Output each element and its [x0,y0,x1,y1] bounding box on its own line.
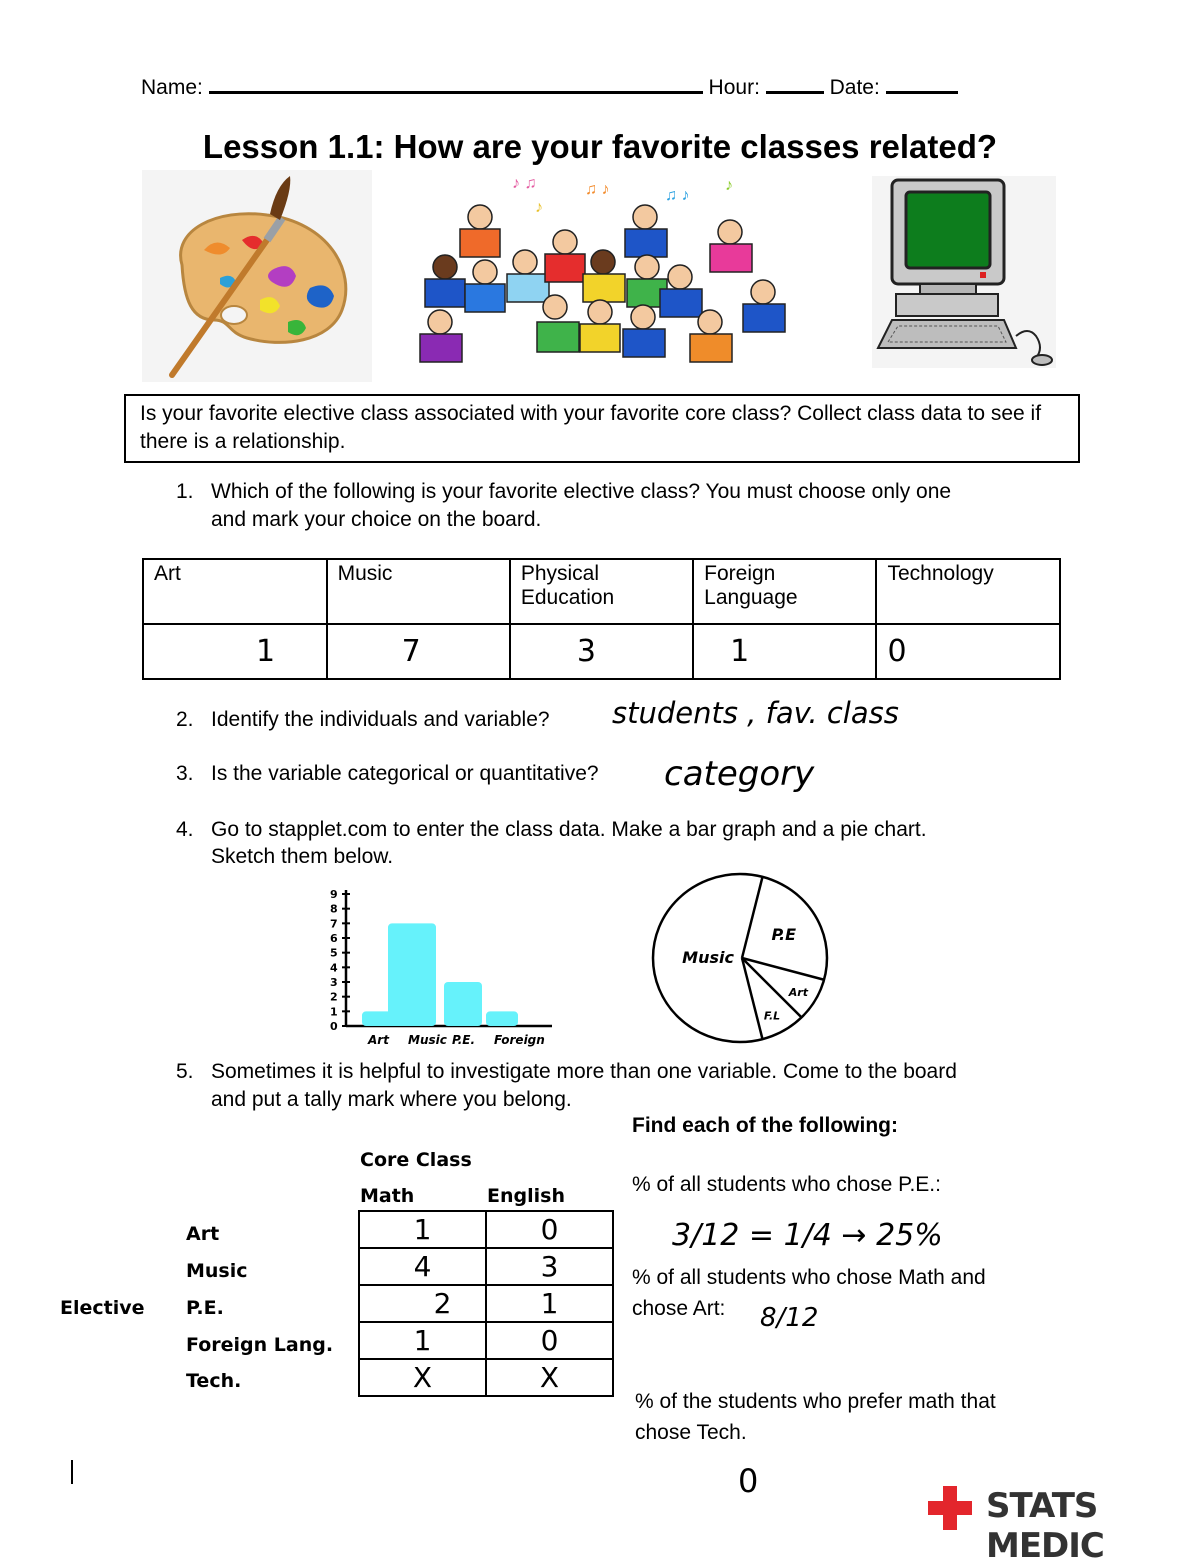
y-tick-label: 3 [330,976,338,989]
elective-count-foreign-language[interactable]: 1 [693,624,876,679]
pie-label: P.E [771,924,797,944]
x-tick-label: Music [408,1033,447,1047]
question-4-line2: Sketch them below. [211,845,394,868]
pie-slice-edge-pe [742,877,763,958]
red-cross-icon [928,1486,972,1530]
table-row [359,1359,613,1396]
question-5-line1: Sometimes it is helpful to investigate more than one variable. Come to the board [211,1060,957,1083]
table-row [359,1322,613,1359]
question-3-text: Is the variable categorical or quantitative? [211,762,599,785]
cell-music-english[interactable]: 3 [486,1248,613,1285]
y-tick-label: 2 [330,990,338,1004]
y-tick-label: 9 [330,888,338,901]
table-row [359,1211,613,1248]
hour-field[interactable] [766,73,824,94]
elective-count-technology[interactable]: 0 [876,624,1060,679]
find-item-3-line1: % of the students who prefer math that [635,1390,996,1413]
find-heading: Find each of the following: [632,1114,898,1137]
brand-name: STATS MEDIC [986,1486,1104,1566]
question-3-answer[interactable]: category [664,754,815,794]
date-field[interactable] [886,73,958,94]
cell-tech-english[interactable]: X [486,1359,613,1396]
intro-box [124,394,1080,463]
y-tick-label: 0 [330,1020,338,1033]
cell-foreign-lang-english[interactable]: 0 [486,1322,613,1359]
svg-text:♪: ♪ [535,199,543,216]
find-answer-2[interactable]: 8/12 [760,1303,819,1333]
elective-count-pe[interactable]: 3 [510,624,693,679]
find-item-3-line2: chose Tech. [635,1421,747,1444]
table-row [359,1285,613,1322]
row-label-art: Art [186,1223,220,1245]
elective-header-music: Music [327,559,510,624]
table-row [359,1248,613,1285]
svg-text:♪ ♫: ♪ ♫ [512,175,537,192]
y-tick-label: 7 [330,917,338,931]
core-class-label: Core Class [360,1149,472,1171]
hour-label: Hour: [708,76,760,99]
row-label-music: Music [186,1260,248,1282]
y-tick-label: 4 [330,961,338,975]
question-4-number: 4. [176,818,194,841]
y-tick-label: 6 [330,932,338,945]
pie-label: Art [788,985,808,999]
elective-header-art: Art [143,559,327,624]
cell-art-english[interactable]: 0 [486,1211,613,1248]
x-tick-label: Foreign [494,1033,545,1047]
cell-art-math[interactable]: 1 [359,1211,486,1248]
date-label: Date: [829,76,880,99]
question-1 [176,478,1076,538]
find-answer-3[interactable]: 0 [738,1462,759,1500]
cell-pe-english[interactable]: 1 [486,1285,613,1322]
row-label-foreign-lang: Foreign Lang. [186,1334,334,1356]
bar-foreign [486,1011,518,1026]
column-label-math: Math [360,1185,415,1207]
question-4 [176,816,1076,876]
y-tick-label: 1 [330,1005,338,1019]
question-3 [176,760,1076,790]
find-item-2-line2: chose Art: [632,1297,726,1320]
question-5 [176,1058,1076,1118]
row-label-pe: P.E. [186,1297,224,1319]
singing-choir-icon [415,172,795,377]
question-1-line2: and mark your choice on the board. [211,508,542,531]
question-1-line1: Which of the following is your favorite elective class? You must choose only one [211,480,952,503]
pie-label: F.L [763,1009,781,1023]
question-2-text: Identify the individuals and variable? [211,708,550,731]
question-1-number: 1. [176,480,194,503]
column-label-english: English [487,1185,565,1207]
header-line [141,73,958,100]
cell-foreign-lang-math[interactable]: 1 [359,1322,486,1359]
two-way-table [358,1210,614,1397]
svg-text:♪: ♪ [725,177,733,194]
margin-mark [71,1460,73,1484]
elective-header-foreign-language: Foreign Language [693,559,876,624]
bar-music [388,923,436,1026]
x-tick-label: P.E. [452,1033,476,1047]
bar-chart-sketch [312,880,562,1050]
cell-pe-math[interactable]: 2 [359,1285,486,1322]
elective-table [142,558,1061,680]
elective-header-technology: Technology [876,559,1060,624]
find-answer-1[interactable]: 3/12 = 1/4 → 25% [672,1218,943,1253]
elective-count-art[interactable]: 1 [143,624,327,679]
elective-group-label: Elective [60,1297,145,1319]
name-label: Name: [141,76,203,99]
intro-text: Is your favorite elective class associated with your favorite core class? Collect class data to see if there is a relationship. [140,402,1042,453]
paint-palette-icon [142,170,372,382]
question-2-answer[interactable]: students , fav. class [612,696,899,730]
page-title: Lesson 1.1: How are your favorite classes related? [202,128,998,165]
y-tick-label: 8 [330,902,338,916]
elective-count-music[interactable]: 7 [327,624,510,679]
pie-chart-sketch [646,868,832,1048]
y-tick-label: 5 [330,946,338,960]
question-3-number: 3. [176,762,194,785]
desktop-computer-icon [872,176,1056,368]
row-label-tech: Tech. [186,1370,242,1392]
cell-music-math[interactable]: 4 [359,1248,486,1285]
find-item-2-line1: % of all students who chose Math and [632,1266,986,1289]
question-5-line2: and put a tally mark where you belong. [211,1088,572,1111]
bar-p.e. [444,982,482,1026]
question-2-number: 2. [176,708,194,731]
find-item-1: % of all students who chose P.E.: [632,1173,941,1196]
svg-text:♫ ♪: ♫ ♪ [665,187,690,204]
svg-text:♫ ♪: ♫ ♪ [585,181,610,198]
x-tick-label: Art [368,1033,389,1047]
cell-tech-math[interactable]: X [359,1359,486,1396]
name-field[interactable] [209,73,703,94]
pie-label: Music [682,948,734,967]
question-4-line1: Go to stapplet.com to enter the class data. Make a bar graph and a pie chart. [211,818,927,841]
pie-slice-edge-music [742,958,763,1039]
elective-header-pe: Physical Education [510,559,693,624]
question-5-number: 5. [176,1060,194,1083]
